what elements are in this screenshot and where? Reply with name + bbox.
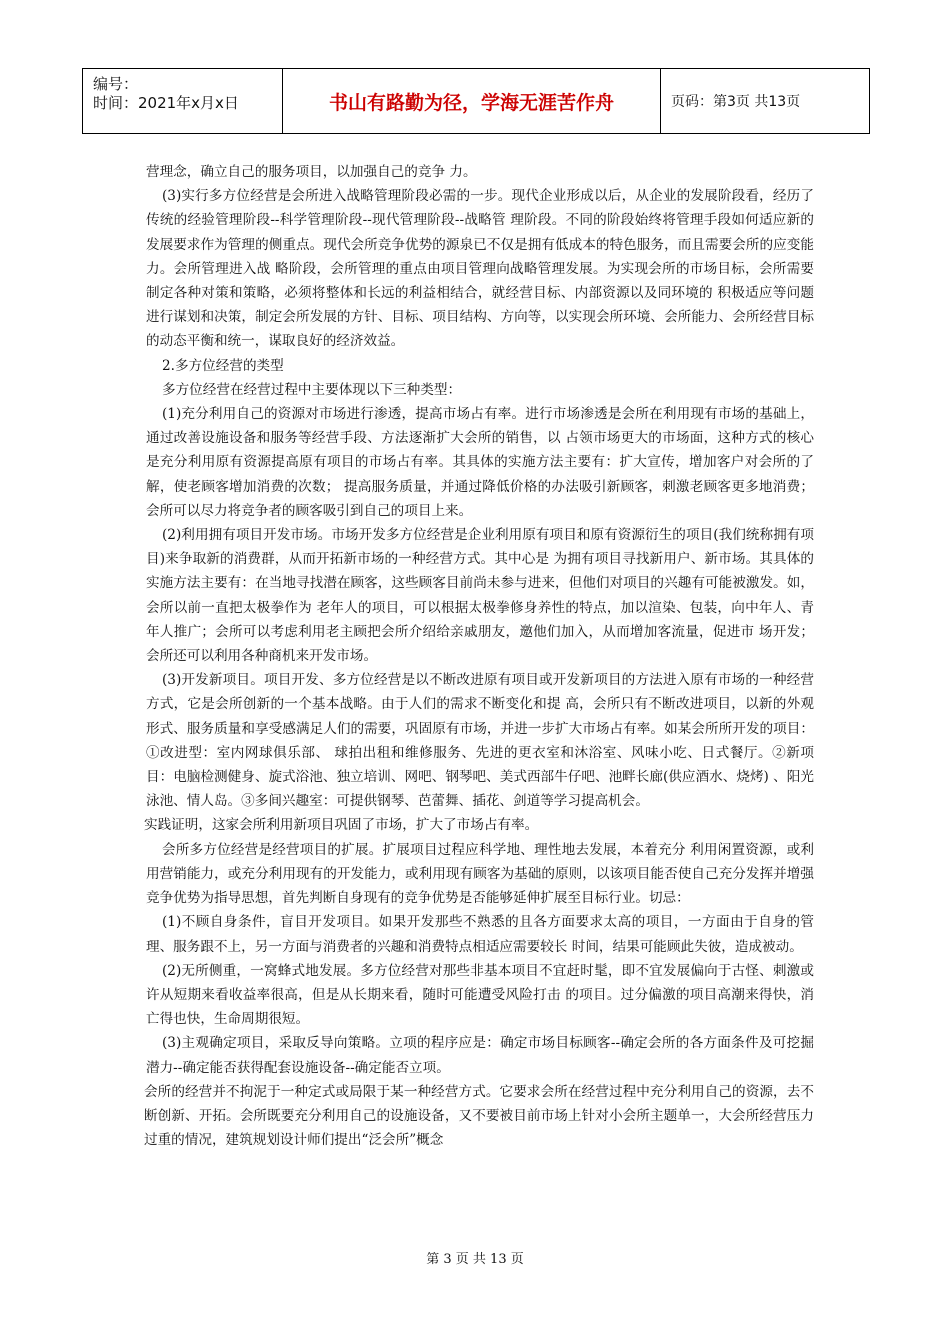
paragraph: 实践证明，这家会所利用新项目巩固了市场，扩大了市场占有率。	[144, 817, 539, 834]
paragraph: (3)主观确定项目，采取反导向策略。立项的程序应是：确定市场目标顾客--确定会所的各方面条件及可挖掘潜力--确定能否获得配套设施设备--确定能否立项。	[146, 1035, 814, 1076]
document-body	[146, 160, 814, 1152]
page-footer: 第 3 页 共 13 页	[426, 1252, 524, 1267]
paragraph: 多方位经营在经营过程中主要体现以下三种类型：	[162, 381, 462, 398]
header-page-label: 页码：第3页 共13页	[671, 94, 801, 110]
paragraph: 营理念，确立自己的服务项目，以加强自己的竞争 力。	[146, 164, 477, 180]
header-table	[82, 68, 870, 134]
paragraph: 会所的经营并不拘泥于一种定式或局限于某一种经营方式。它要求会所在经营过程中充分利用自己的资源，去不断创新、开拓。会所既要充分利用自己的设施设备，又不要被目前市场上针对小会所主题单一，大会所经营压力过重的情况，建筑规划设计师们提出“泛会所”概念	[144, 1083, 814, 1149]
paragraph: (2)利用拥有项目开发市场。市场开发多方位经营是企业利用原有项目和原有资源衍生的项目(我们统称拥有项目)来争取新的消费群，从而开拓新市场的一种经营方式。其中心是 为拥有项目寻找新用户、新市场。其具体的实施方法主要有：在当地寻找潜在顾客，这些顾客目前尚未参与进来，但他们对项目的兴趣有可能被激发。如，会所以前一直把太极拳作为 老年人的项目，可以根据太极拳修身养性的特点，加以渲染、包装，向中年人、青年人推广；会所可以考虑利用老主顾把会所介绍给亲戚朋友，邀他们加入，从而增加客流量，促进市 场开发；会所还可以利用各种商机来开发市场。	[146, 527, 814, 665]
paragraph: (3)开发新项目。项目开发、多方位经营是以不断改进原有项目或开发新项目的方法进入原有市场的一种经营方式，它是会所创新的一个基本战略。由于人们的需求不断变化和提 高，会所只有不断改进项目，以新的外观形式、服务质量和享受感满足人们的需要，巩固原有市场，并进一步扩大市场占有率。如某会所所开发的项目：①改进型：室内网球俱乐部、 球拍出租和维修服务、先进的更衣室和沐浴室、风味小吃、日式餐厅。②新项目：电脑检测健身、旋式浴池、独立培训、网吧、钢琴吧、美式西部牛仔吧、池畔长廊(供应酒水、烧烤) 、阳光泳池、情人岛。③多间兴趣室：可提供钢琴、芭蕾舞、插花、剑道等学习提高机会。	[146, 672, 814, 810]
paragraph: (1)不顾自身条件，盲目开发项目。如果开发那些不熟悉的且各方面要求太高的项目，一方面由于自身的管理、服务跟不上，另一方面与消费者的兴趣和消费特点相适应需要较长 时间，结果可能顾此失彼，造成被动。	[146, 914, 814, 955]
paragraph: (3)实行多方位经营是会所进入战略管理阶段必需的一步。现代企业形成以后，从企业的发展阶段看，经历了传统的经验管理阶段--科学管理阶段--现代管理阶段--战略管 理阶段。不同的阶段始终将管理手段如何适应新的发展要求作为管理的侧重点。现代会所竞争优势的源泉已不仅是拥有低成本的特色服务，而且需要会所的应变能力。会所管理进入战 略阶段，会所管理的重点由项目管理向战略管理发展。为实现会所的市场目标，会所需要制定各种对策和策略，必须将整体和长远的利益相结合，就经营目标、内部资源以及同环境的 积极适应等问题进行谋划和决策，制定会所发展的方针、目标、项目结构、方向等，以实现会所环境、会所能力、会所经营目标的动态平衡和统一，谋取良好的经济效益。	[146, 188, 814, 350]
header-motto: 书山有路勤为径，学海无涯苦作舟	[283, 69, 661, 133]
paragraph: (2)无所侧重，一窝蜂式地发展。多方位经营对那些非基本项目不宜赶时髦，即不宜发展偏向于古怪、刺激或许从短期来看收益率很高，但是从长期来看，随时可能遭受风险打击 的项目。过分偏激的项目高潮来得快，消亡得也快，生命周期很短。	[146, 962, 814, 1028]
time-label: 时间：2021年x月x日	[93, 94, 239, 112]
number-label: 编号：	[93, 75, 139, 93]
section-heading: 2.多方位经营的类型	[162, 357, 284, 374]
header-info-cell	[83, 69, 283, 133]
paragraph: 会所多方位经营是经营项目的扩展。扩展项目过程应科学地、理性地去发展，本着充分 利用闲置资源，或利用营销能力，或充分利用现有的开发能力，或利用现有顾客为基础的原则，以该项目能否使自己充分发挥并增强竞争优势为指导思想，首先判断自身现有的竞争优势是否能够延伸扩展至目标行业。切忌：	[146, 841, 814, 907]
paragraph: (1)充分利用自己的资源对市场进行渗透，提高市场占有率。进行市场渗透是会所在利用现有市场的基础上，通过改善设施设备和服务等经营手段、方法逐渐扩大会所的销售，以 占领市场更大的市场面，这种方式的核心是充分利用原有资源提高原有项目的市场占有率。其具体的实施方法主要有：扩大宣传，增加客户对会所的了解，使老顾客增加消费的次数； 提高服务质量，并通过降低价格的办法吸引新顾客，刺激老顾客更多地消费；会所可以尽力将竞争者的顾客吸引到自己的项目上来。	[146, 406, 814, 519]
